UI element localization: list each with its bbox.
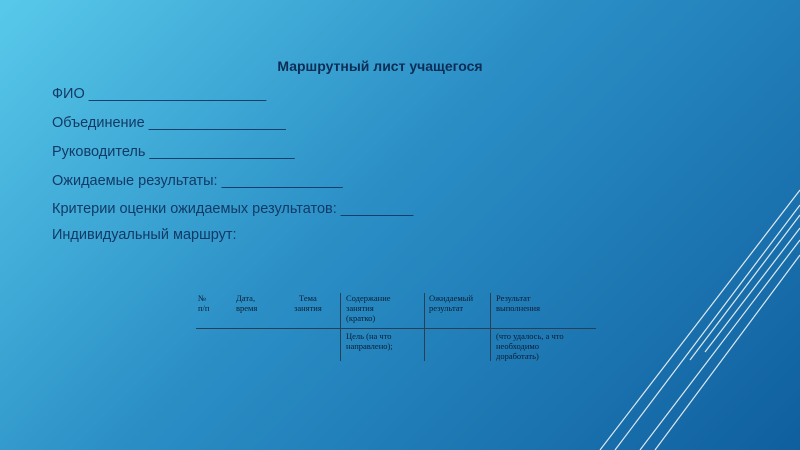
cell-goal: Цель (на что направлено); — [346, 331, 393, 351]
field-individual-route: Индивидуальный маршрут: — [52, 227, 237, 243]
header-expected-result: Ожидаемый результат — [429, 293, 474, 313]
cell-outcome: (что удалось, а что необходимо доработать) — [496, 331, 564, 361]
table-divider — [340, 293, 341, 361]
header-content: Содержание занятия (кратко) — [346, 293, 391, 323]
field-fio: ФИО ______________________ — [52, 86, 267, 102]
field-expected-results: Ожидаемые результаты: _______________ — [52, 173, 343, 189]
route-table — [196, 293, 596, 373]
table-divider — [424, 293, 425, 361]
field-supervisor: Руководитель __________________ — [52, 144, 295, 160]
header-number: № п/п — [198, 293, 210, 313]
field-association: Объединение _________________ — [52, 115, 286, 131]
field-evaluation-criteria: Критерии оценки ожидаемых результатов: _________ — [52, 201, 414, 217]
table-header-rule — [196, 328, 596, 329]
table-divider — [490, 293, 491, 361]
header-date-time: Дата, время — [236, 293, 258, 313]
header-completion-result: Результат выполнения — [496, 293, 540, 313]
document-title: Маршрутный лист учащегося — [277, 58, 483, 74]
header-topic: Тема занятия — [294, 293, 322, 313]
